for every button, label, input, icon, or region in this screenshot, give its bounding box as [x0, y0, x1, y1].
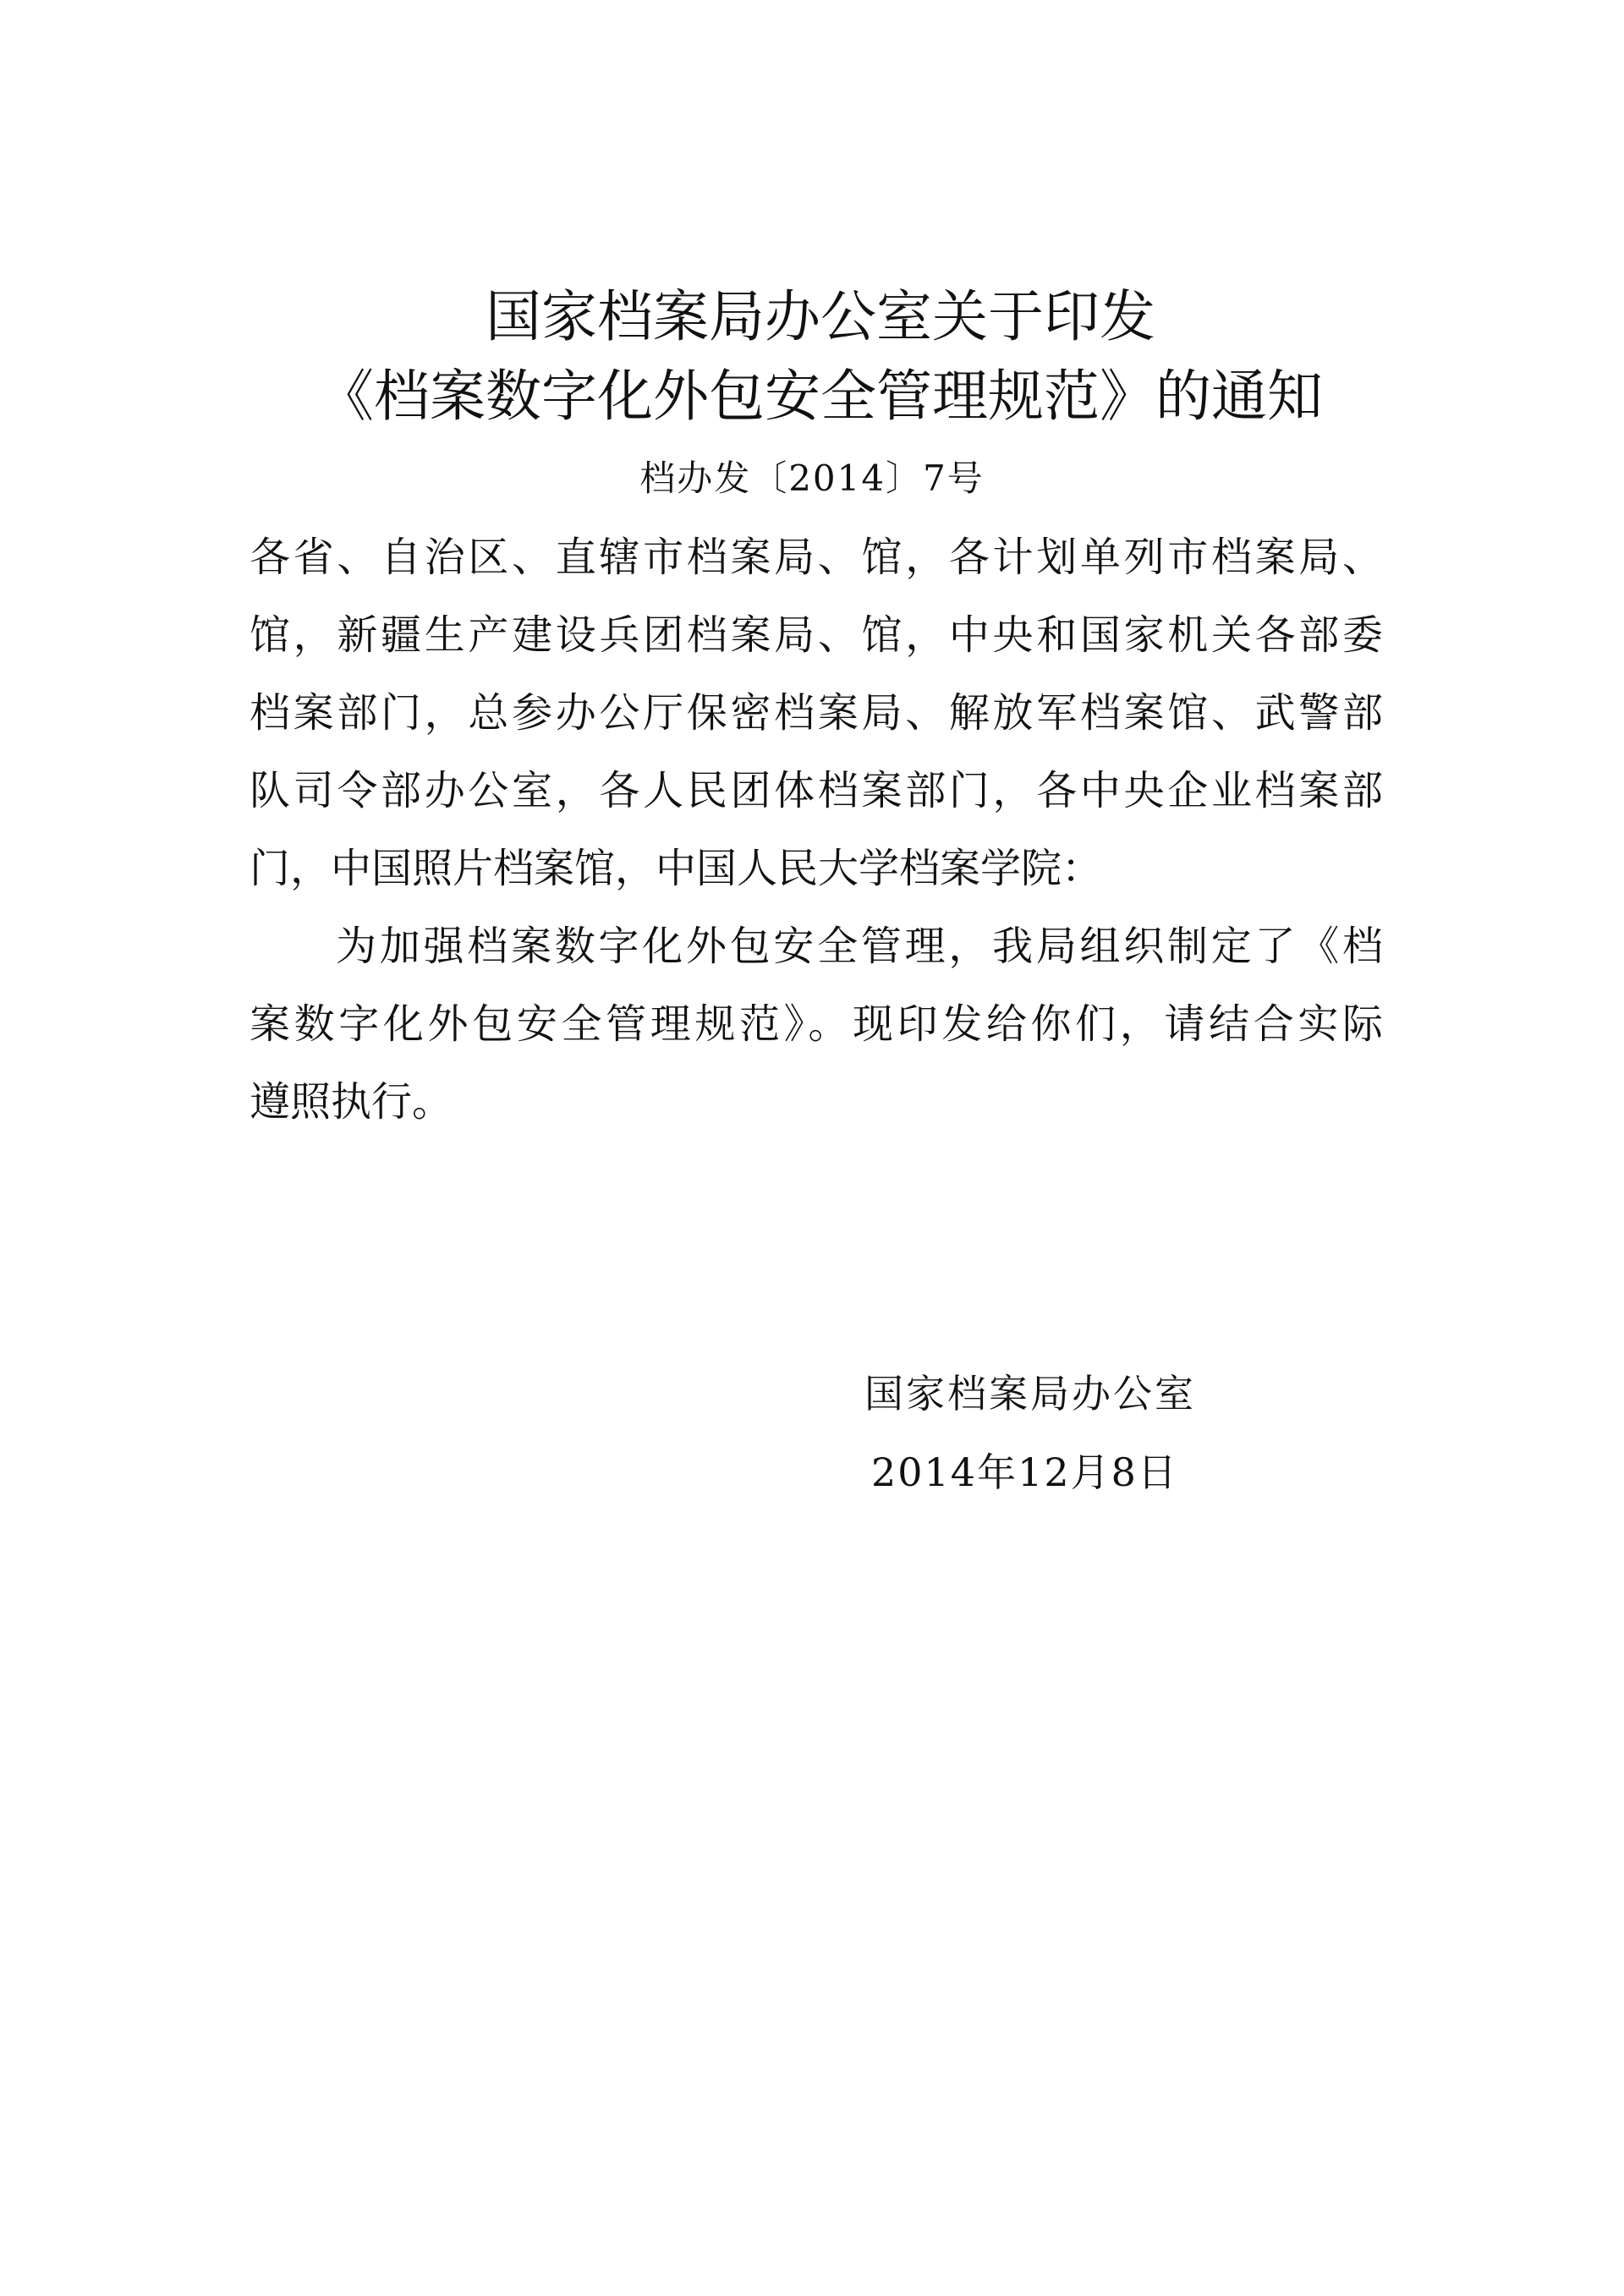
document-number: 档办发〔2014〕7号	[639, 458, 985, 499]
body-paragraph-line: 遵照执行。	[250, 1078, 453, 1126]
body-paragraph-line: 为加强档案数字化外包安全管理，我局组织制定了《档	[336, 923, 1383, 970]
recipients-line: 门，中国照片档案馆，中国人民大学档案学院：	[250, 845, 1103, 892]
document-title-line-1: 国家档案局办公室关于印发	[486, 284, 1155, 349]
document-title-line-2: 《档案数字化外包安全管理规范》的通知	[318, 364, 1323, 429]
recipients-line: 馆，新疆生产建设兵团档案局、馆，中央和国家机关各部委	[250, 611, 1383, 659]
recipients-line: 队司令部办公室，各人民团体档案部门，各中央企业档案部	[250, 767, 1383, 814]
signature-date: 2014年12月8日	[871, 1449, 1178, 1495]
recipients-line: 档案部门，总参办公厅保密档案局、解放军档案馆、武警部	[250, 689, 1383, 737]
body-paragraph-line: 案数字化外包安全管理规范》。现印发给你们，请结合实际	[250, 1000, 1383, 1048]
recipients-line: 各省、自治区、直辖市档案局、馆，各计划单列市档案局、	[250, 534, 1383, 581]
signature-organization: 国家档案局办公室	[864, 1371, 1196, 1417]
